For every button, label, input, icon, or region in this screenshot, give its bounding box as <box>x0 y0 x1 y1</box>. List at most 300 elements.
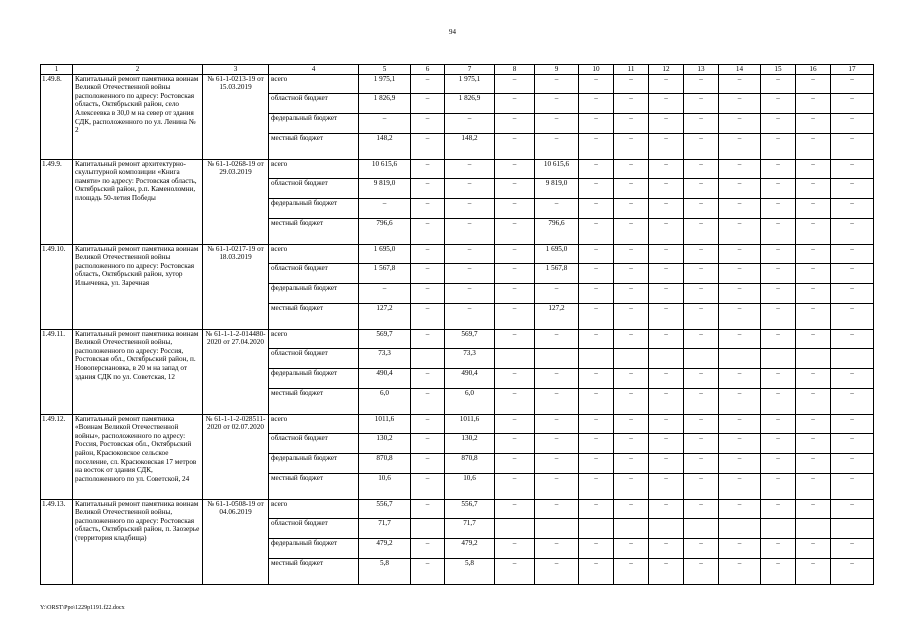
amount-cell: – <box>411 453 445 473</box>
amount-cell: 1 695,0 <box>535 244 579 263</box>
amount-cell: – <box>535 499 579 518</box>
amount-cell: – <box>761 244 796 263</box>
amount-cell: – <box>495 263 535 283</box>
amount-cell: – <box>411 499 445 518</box>
amount-cell: – <box>495 133 535 159</box>
amount-cell: – <box>719 93 761 113</box>
amount-cell: – <box>579 473 614 499</box>
amount-cell: – <box>535 388 579 414</box>
amount-cell: – <box>684 93 719 113</box>
amount-cell <box>719 348 761 368</box>
amount-cell: – <box>719 198 761 218</box>
amount-cell: – <box>614 414 649 433</box>
column-number: 17 <box>831 65 874 75</box>
amount-cell <box>579 518 614 538</box>
amount-cell: – <box>411 329 445 348</box>
approval-document: № 61-1-1-2-014480-2020 от 27.04.2020 <box>203 329 269 414</box>
amount-cell: 9 819,0 <box>359 178 411 198</box>
amount-cell: 1 567,8 <box>535 263 579 283</box>
amount-cell: 148,2 <box>359 133 411 159</box>
amount-cell: – <box>649 93 684 113</box>
amount-cell: – <box>684 113 719 133</box>
amount-cell: 73,3 <box>359 348 411 368</box>
amount-cell: – <box>649 388 684 414</box>
amount-cell: – <box>796 93 831 113</box>
funding-source: местный бюджет <box>269 388 359 414</box>
amount-cell: – <box>535 558 579 584</box>
table-row <box>41 414 874 433</box>
amount-cell: 9 819,0 <box>535 178 579 198</box>
amount-cell: 870,8 <box>359 453 411 473</box>
amount-cell: – <box>796 499 831 518</box>
amount-cell: – <box>796 473 831 499</box>
amount-cell: – <box>796 113 831 133</box>
amount-cell: – <box>761 93 796 113</box>
column-number: 1 <box>41 65 73 75</box>
item-index: 1.49.12. <box>41 414 73 499</box>
amount-cell: – <box>684 558 719 584</box>
amount-cell: – <box>719 283 761 303</box>
file-path: Y:\ORST\Ppo\1229p1191.f22.docx <box>40 605 125 611</box>
amount-cell: – <box>445 178 495 198</box>
amount-cell: – <box>411 159 445 178</box>
amount-cell: – <box>649 368 684 388</box>
amount-cell: – <box>684 473 719 499</box>
amount-cell: – <box>831 368 874 388</box>
funding-source: местный бюджет <box>269 218 359 244</box>
amount-cell: – <box>831 263 874 283</box>
amount-cell: – <box>831 159 874 178</box>
amount-cell: – <box>649 558 684 584</box>
amount-cell: – <box>719 178 761 198</box>
amount-cell: – <box>579 453 614 473</box>
amount-cell: – <box>831 74 874 93</box>
amount-cell: – <box>761 388 796 414</box>
column-number: 7 <box>445 65 495 75</box>
amount-cell: 569,7 <box>445 329 495 348</box>
funding-source: областной бюджет <box>269 93 359 113</box>
amount-cell: – <box>684 499 719 518</box>
amount-cell: – <box>445 159 495 178</box>
approval-document: № 61-1-0217-19 от 18.03.2019 <box>203 244 269 329</box>
amount-cell: – <box>411 93 445 113</box>
amount-cell: – <box>684 74 719 93</box>
amount-cell: – <box>831 93 874 113</box>
amount-cell: – <box>831 499 874 518</box>
amount-cell: – <box>796 283 831 303</box>
amount-cell: – <box>579 198 614 218</box>
amount-cell <box>614 518 649 538</box>
amount-cell <box>684 348 719 368</box>
column-number: 15 <box>761 65 796 75</box>
amount-cell: – <box>831 198 874 218</box>
amount-cell: – <box>411 178 445 198</box>
amount-cell: – <box>796 178 831 198</box>
approval-document: № 61-1-0268-19 от 29.03.2019 <box>203 159 269 244</box>
amount-cell: – <box>495 244 535 263</box>
amount-cell: – <box>719 473 761 499</box>
amount-cell: – <box>445 303 495 329</box>
amount-cell: – <box>535 283 579 303</box>
amount-cell: 796,6 <box>535 218 579 244</box>
amount-cell: – <box>719 538 761 558</box>
amount-cell: – <box>579 303 614 329</box>
amount-cell: – <box>579 558 614 584</box>
amount-cell: – <box>796 433 831 453</box>
amount-cell: – <box>614 368 649 388</box>
amount-cell: 71,7 <box>359 518 411 538</box>
column-number: 14 <box>719 65 761 75</box>
amount-cell: 479,2 <box>445 538 495 558</box>
amount-cell: – <box>649 329 684 348</box>
amount-cell: – <box>719 218 761 244</box>
column-number: 12 <box>649 65 684 75</box>
amount-cell: – <box>614 218 649 244</box>
amount-cell: – <box>445 244 495 263</box>
amount-cell: – <box>535 453 579 473</box>
amount-cell: 569,7 <box>359 329 411 348</box>
amount-cell: 130,2 <box>445 433 495 453</box>
amount-cell: – <box>535 74 579 93</box>
amount-cell: – <box>761 113 796 133</box>
amount-cell: – <box>649 473 684 499</box>
column-number: 5 <box>359 65 411 75</box>
amount-cell: – <box>831 433 874 453</box>
amount-cell <box>495 518 535 538</box>
program-table <box>40 64 874 585</box>
amount-cell: – <box>761 538 796 558</box>
amount-cell: – <box>831 133 874 159</box>
amount-cell: – <box>761 74 796 93</box>
amount-cell: – <box>445 113 495 133</box>
amount-cell <box>614 348 649 368</box>
amount-cell: – <box>831 303 874 329</box>
amount-cell: – <box>614 283 649 303</box>
amount-cell: 1 975,1 <box>445 74 495 93</box>
amount-cell: – <box>761 433 796 453</box>
item-name: Капитальный ремонт памятника «Воинам Великой Отечественной войны», расположенного по адресу: Россия, Ростовская обл., Октябрьский район, Красюковское сельское поселение, сл. Красюковская 17 метров на восток от здания СДК, расположенного по ул. Советской, 24 <box>73 414 203 499</box>
amount-cell: – <box>761 499 796 518</box>
amount-cell: – <box>495 198 535 218</box>
amount-cell: – <box>649 538 684 558</box>
amount-cell: – <box>761 453 796 473</box>
amount-cell: – <box>649 303 684 329</box>
amount-cell: 1 975,1 <box>359 74 411 93</box>
amount-cell: – <box>796 133 831 159</box>
amount-cell: 6,0 <box>359 388 411 414</box>
approval-document: № 61-1-0508-19 от 04.06.2019 <box>203 499 269 584</box>
funding-source: всего <box>269 329 359 348</box>
amount-cell: – <box>535 414 579 433</box>
amount-cell: – <box>831 388 874 414</box>
item-index: 1.49.10. <box>41 244 73 329</box>
amount-cell: – <box>411 414 445 433</box>
column-number: 6 <box>411 65 445 75</box>
amount-cell: – <box>579 159 614 178</box>
funding-source: всего <box>269 244 359 263</box>
funding-source: федеральный бюджет <box>269 113 359 133</box>
amount-cell: – <box>614 303 649 329</box>
amount-cell: – <box>535 93 579 113</box>
amount-cell: – <box>614 198 649 218</box>
amount-cell: – <box>411 368 445 388</box>
funding-source: федеральный бюджет <box>269 198 359 218</box>
amount-cell: 1 567,8 <box>359 263 411 283</box>
amount-cell: – <box>411 538 445 558</box>
amount-cell: – <box>535 133 579 159</box>
amount-cell: – <box>761 218 796 244</box>
amount-cell: – <box>796 388 831 414</box>
amount-cell: – <box>796 329 831 348</box>
amount-cell: 10 615,6 <box>535 159 579 178</box>
amount-cell: – <box>649 133 684 159</box>
table-row <box>41 159 874 178</box>
amount-cell: – <box>535 329 579 348</box>
amount-cell: – <box>684 453 719 473</box>
amount-cell: – <box>411 133 445 159</box>
amount-cell: – <box>535 113 579 133</box>
amount-cell: – <box>411 283 445 303</box>
amount-cell: – <box>649 414 684 433</box>
amount-cell: – <box>614 133 649 159</box>
amount-cell: – <box>614 93 649 113</box>
funding-source: областной бюджет <box>269 433 359 453</box>
amount-cell: – <box>719 388 761 414</box>
amount-cell: – <box>831 218 874 244</box>
amount-cell: – <box>719 453 761 473</box>
amount-cell: – <box>761 473 796 499</box>
amount-cell: 148,2 <box>445 133 495 159</box>
amount-cell: – <box>579 499 614 518</box>
amount-cell: – <box>535 368 579 388</box>
item-name: Капитальный ремонт памятника воинам Великой Отечественной войны, расположенного по адресу: Россия, Ростовская обл., Октябрьский район, п. Новоперсиановка, в 20 м на запад от здания СДК по ул. Советская, 12 <box>73 329 203 414</box>
amount-cell: – <box>796 244 831 263</box>
amount-cell: – <box>649 244 684 263</box>
amount-cell: 127,2 <box>359 303 411 329</box>
amount-cell: 1 826,9 <box>445 93 495 113</box>
amount-cell: – <box>495 558 535 584</box>
amount-cell: – <box>719 329 761 348</box>
amount-cell: – <box>614 433 649 453</box>
amount-cell: – <box>761 414 796 433</box>
amount-cell <box>495 348 535 368</box>
amount-cell: – <box>535 538 579 558</box>
column-number: 3 <box>203 65 269 75</box>
amount-cell: – <box>535 198 579 218</box>
amount-cell: – <box>445 283 495 303</box>
amount-cell: – <box>796 263 831 283</box>
amount-cell: – <box>719 414 761 433</box>
amount-cell: – <box>495 368 535 388</box>
amount-cell: – <box>796 218 831 244</box>
amount-cell: – <box>831 329 874 348</box>
amount-cell: – <box>411 558 445 584</box>
column-number: 10 <box>579 65 614 75</box>
amount-cell <box>796 518 831 538</box>
amount-cell: – <box>684 263 719 283</box>
amount-cell: – <box>411 473 445 499</box>
amount-cell: – <box>495 283 535 303</box>
amount-cell: – <box>495 93 535 113</box>
funding-source: федеральный бюджет <box>269 283 359 303</box>
amount-cell: – <box>495 388 535 414</box>
amount-cell: – <box>579 329 614 348</box>
amount-cell: – <box>579 244 614 263</box>
funding-source: всего <box>269 499 359 518</box>
amount-cell: – <box>495 453 535 473</box>
item-index: 1.49.8. <box>41 74 73 159</box>
amount-cell: – <box>445 198 495 218</box>
amount-cell: – <box>796 558 831 584</box>
amount-cell: 73,3 <box>445 348 495 368</box>
amount-cell: – <box>649 178 684 198</box>
amount-cell: – <box>411 388 445 414</box>
amount-cell: – <box>649 113 684 133</box>
amount-cell: – <box>579 433 614 453</box>
amount-cell: – <box>649 453 684 473</box>
amount-cell: – <box>614 499 649 518</box>
amount-cell: – <box>579 133 614 159</box>
column-number: 4 <box>269 65 359 75</box>
amount-cell: 10,6 <box>445 473 495 499</box>
amount-cell: – <box>614 388 649 414</box>
amount-cell: – <box>579 178 614 198</box>
amount-cell: – <box>831 414 874 433</box>
amount-cell: 127,2 <box>535 303 579 329</box>
funding-source: местный бюджет <box>269 473 359 499</box>
amount-cell: – <box>831 473 874 499</box>
amount-cell <box>831 518 874 538</box>
amount-cell <box>796 348 831 368</box>
amount-cell: – <box>359 198 411 218</box>
amount-cell <box>535 518 579 538</box>
funding-source: областной бюджет <box>269 348 359 368</box>
amount-cell: – <box>684 414 719 433</box>
item-name: Капитальный ремонт архитектурно-скульптурной композиции «Книга памяти» по адресу: Ростовская область, Октябрьский район, р.п. Каменоломни, площадь 50-летия Победы <box>73 159 203 244</box>
amount-cell: – <box>411 263 445 283</box>
item-name: Капитальный ремонт памятника воинам Великой Отечественной войны, расположенного по адресу: Ростовская область, Октябрьский район, п. Заозерье (территория кладбища) <box>73 499 203 584</box>
amount-cell: – <box>684 388 719 414</box>
amount-cell: – <box>359 113 411 133</box>
amount-cell: 130,2 <box>359 433 411 453</box>
amount-cell: – <box>579 93 614 113</box>
amount-cell: – <box>719 368 761 388</box>
amount-cell: – <box>495 159 535 178</box>
amount-cell: – <box>411 113 445 133</box>
amount-cell: – <box>796 159 831 178</box>
amount-cell: – <box>579 283 614 303</box>
amount-cell: – <box>831 538 874 558</box>
page-number: 94 <box>449 28 456 36</box>
amount-cell: – <box>411 303 445 329</box>
table-row <box>41 244 874 263</box>
funding-source: областной бюджет <box>269 178 359 198</box>
funding-source: федеральный бюджет <box>269 368 359 388</box>
amount-cell: – <box>614 538 649 558</box>
amount-cell: – <box>684 159 719 178</box>
amount-cell: 870,8 <box>445 453 495 473</box>
amount-cell: 479,2 <box>359 538 411 558</box>
amount-cell: – <box>719 558 761 584</box>
amount-cell <box>579 348 614 368</box>
amount-cell: – <box>495 74 535 93</box>
amount-cell: – <box>761 263 796 283</box>
amount-cell: – <box>579 538 614 558</box>
amount-cell: – <box>761 133 796 159</box>
amount-cell: – <box>495 329 535 348</box>
amount-cell: – <box>684 198 719 218</box>
amount-cell: – <box>761 198 796 218</box>
approval-document: № 61-1-0213-19 от 15.03.2019 <box>203 74 269 159</box>
amount-cell: 556,7 <box>445 499 495 518</box>
amount-cell: – <box>761 558 796 584</box>
amount-cell: – <box>684 283 719 303</box>
funding-source: местный бюджет <box>269 303 359 329</box>
amount-cell: – <box>831 244 874 263</box>
amount-cell: – <box>719 113 761 133</box>
amount-cell: – <box>796 538 831 558</box>
amount-cell: – <box>796 303 831 329</box>
amount-cell <box>684 518 719 538</box>
amount-cell: – <box>495 538 535 558</box>
amount-cell: – <box>649 433 684 453</box>
funding-source: всего <box>269 159 359 178</box>
amount-cell: – <box>445 218 495 244</box>
amount-cell: – <box>579 368 614 388</box>
funding-source: местный бюджет <box>269 133 359 159</box>
amount-cell: 10 615,6 <box>359 159 411 178</box>
amount-cell: – <box>796 414 831 433</box>
amount-cell: – <box>535 433 579 453</box>
amount-cell: – <box>579 113 614 133</box>
funding-source: федеральный бюджет <box>269 538 359 558</box>
amount-cell: – <box>719 499 761 518</box>
amount-cell: – <box>579 414 614 433</box>
amount-cell: – <box>579 263 614 283</box>
amount-cell: – <box>614 244 649 263</box>
amount-cell <box>761 518 796 538</box>
item-name: Капитальный ремонт памятника воинам Великой Отечественной войны расположенного по адресу: Ростовская область, Октябрьский район, хутор Ильичевка, ул. Заречная <box>73 244 203 329</box>
amount-cell: 1011,6 <box>445 414 495 433</box>
amount-cell: – <box>359 283 411 303</box>
column-number: 11 <box>614 65 649 75</box>
amount-cell: – <box>761 303 796 329</box>
amount-cell: – <box>411 218 445 244</box>
amount-cell: – <box>614 453 649 473</box>
amount-cell: – <box>719 133 761 159</box>
amount-cell: – <box>579 388 614 414</box>
amount-cell: – <box>796 198 831 218</box>
funding-source: федеральный бюджет <box>269 453 359 473</box>
item-index: 1.49.11. <box>41 329 73 414</box>
amount-cell: – <box>614 263 649 283</box>
amount-cell: – <box>719 74 761 93</box>
amount-cell: – <box>649 74 684 93</box>
amount-cell: – <box>684 133 719 159</box>
amount-cell: – <box>684 303 719 329</box>
amount-cell: 5,8 <box>359 558 411 584</box>
funding-source: всего <box>269 414 359 433</box>
amount-cell: – <box>684 433 719 453</box>
column-number: 8 <box>495 65 535 75</box>
column-number: 2 <box>73 65 203 75</box>
amount-cell: – <box>761 178 796 198</box>
amount-cell: 490,4 <box>445 368 495 388</box>
amount-cell: 10,6 <box>359 473 411 499</box>
amount-cell <box>411 518 445 538</box>
table-row <box>41 74 874 93</box>
amount-cell: – <box>411 198 445 218</box>
